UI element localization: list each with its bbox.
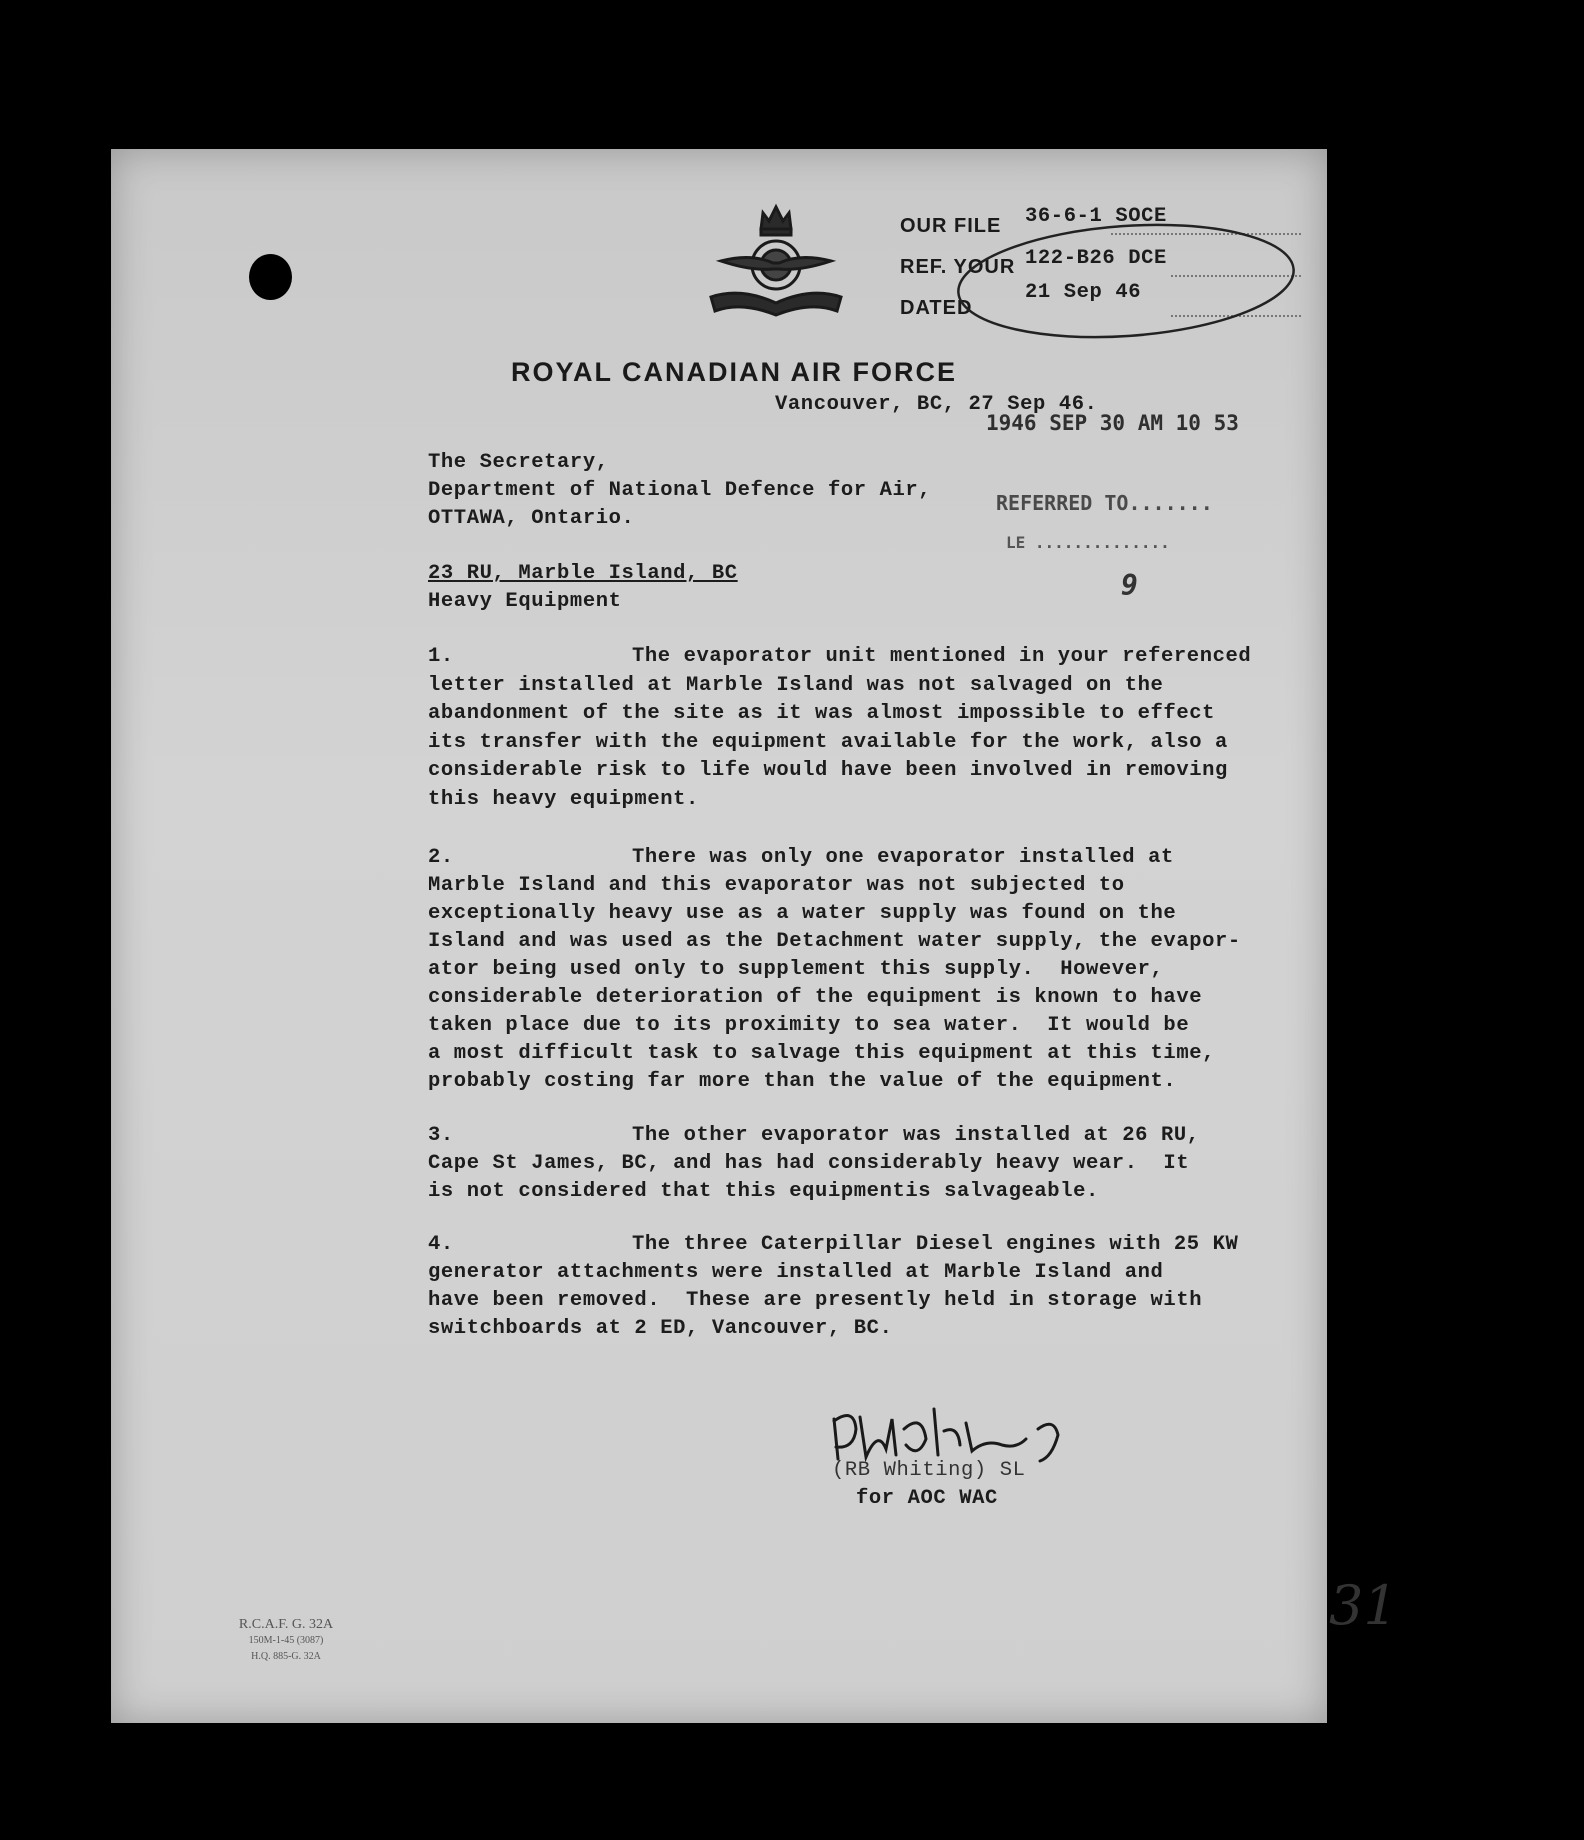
- paragraph-line: ator being used only to supplement this supply. However,: [428, 958, 1164, 981]
- dated-value: 21 Sep 46: [1025, 281, 1142, 304]
- signature-for-line: for AOC WAC: [856, 1487, 998, 1510]
- referred-stamp: REFERRED TO.......: [996, 491, 1213, 515]
- ref-your-value: 122-B26 DCE: [1025, 247, 1167, 270]
- paragraph-number: 2.: [428, 846, 454, 869]
- letter-page: [111, 149, 1398, 1723]
- received-date-stamp: 1946 SEP 30 AM 10 53: [986, 411, 1239, 435]
- our-file-value: 36-6-1 SOCE: [1025, 205, 1167, 228]
- our-file-label: OUR FILE: [900, 215, 1002, 237]
- paragraph-line: letter installed at Marble Island was not salvaged on the: [428, 673, 1164, 697]
- paragraph-line: The evaporator unit mentioned in your referenced: [632, 645, 1252, 668]
- address-line-1: The Secretary,: [428, 451, 609, 474]
- handwritten-mark: 9: [1121, 569, 1138, 602]
- paragraph-line: generator attachments were installed at Marble Island and: [428, 1261, 1164, 1284]
- paragraph-line: a most difficult task to salvage this equipment at this time,: [428, 1042, 1216, 1065]
- paragraph-number: 4.: [428, 1233, 454, 1256]
- form-number-line: 150M-1-45 (3087): [248, 1635, 324, 1646]
- paragraph-line: taken place due to its proximity to sea water. It would be: [428, 1014, 1190, 1037]
- form-number-line: R.C.A.F. G. 32A: [238, 1617, 334, 1632]
- paragraph-line: this heavy equipment.: [428, 787, 699, 811]
- address-line-2: Department of National Defence for Air,: [428, 479, 932, 502]
- paragraph-line: its transfer with the equipment available for the work, also a: [428, 730, 1228, 754]
- signature-name: (RB Whiting) SL: [832, 1459, 1026, 1482]
- form-number-block: [211, 1617, 361, 1665]
- address-line-3: OTTAWA, Ontario.: [428, 507, 635, 530]
- subject-line-1: 23 RU, Marble Island, BC: [428, 562, 738, 585]
- paragraph-line: abandonment of the site as it was almost impossible to effect: [428, 702, 1216, 725]
- ref-your-label: REF. YOUR: [900, 256, 1016, 278]
- paragraph-line: Island and was used as the Detachment water supply, the evapor-: [428, 930, 1241, 953]
- paragraph-line: is not considered that this equipmentis salvageable.: [428, 1180, 1099, 1203]
- paragraph-line: The three Caterpillar Diesel engines with 25 KW: [632, 1233, 1239, 1256]
- paragraph-line: probably costing far more than the value of the equipment.: [428, 1070, 1177, 1093]
- paragraph-line: switchboards at 2 ED, Vancouver, BC.: [428, 1317, 893, 1340]
- rcaf-crest-icon: [701, 199, 851, 321]
- form-number-line: H.Q. 885-G. 32A: [251, 1651, 321, 1662]
- paragraph-number: 1.: [428, 645, 454, 668]
- paragraph-line: Marble Island and this evaporator was not subjected to: [428, 874, 1125, 897]
- paragraph-line: exceptionally heavy use as a water supply was found on the: [428, 902, 1177, 925]
- paragraph-number: 3.: [428, 1124, 454, 1147]
- subject-line-2: Heavy Equipment: [428, 590, 622, 613]
- paragraph-line: considerable deterioration of the equipment is known to have: [428, 986, 1203, 1009]
- referred-stamp-line: LE ..............: [1006, 533, 1170, 552]
- paragraph-line: have been removed. These are presently held in storage with: [428, 1289, 1203, 1312]
- place-date: Vancouver, BC, 27 Sep 46.: [775, 393, 1098, 416]
- paragraph-line: considerable risk to life would have been involved in removing: [428, 759, 1228, 782]
- paragraph-line: The other evaporator was installed at 26 RU,: [632, 1124, 1200, 1147]
- organization-heading: ROYAL CANADIAN AIR FORCE: [511, 357, 958, 387]
- punch-hole: [249, 254, 292, 300]
- dated-label: DATED: [900, 297, 973, 319]
- ref-circle-mark: [951, 221, 1321, 351]
- paragraph-line: Cape St James, BC, and has had considerably heavy wear. It: [428, 1152, 1190, 1175]
- folio-number: 31: [1329, 1574, 1398, 1637]
- paragraph-line: There was only one evaporator installed at: [632, 846, 1174, 869]
